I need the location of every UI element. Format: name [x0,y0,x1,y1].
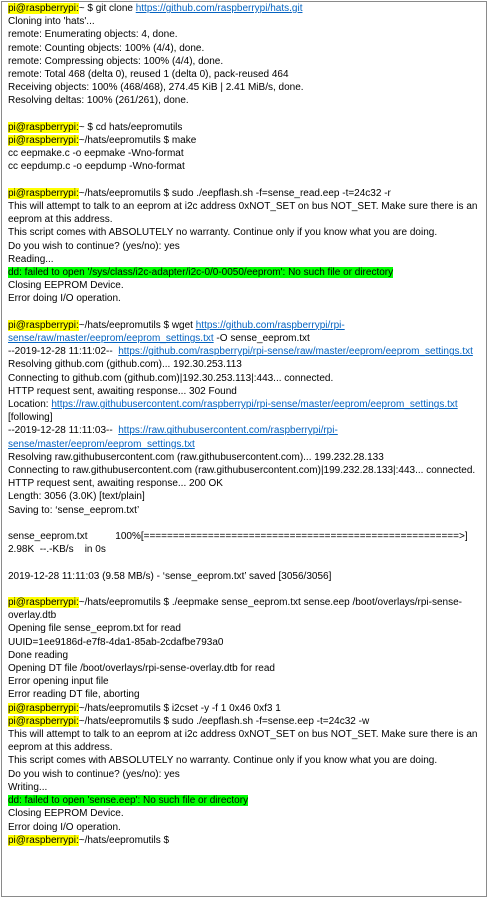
transcript-line [8,807,482,820]
transcript-line [8,728,482,754]
blank-line [8,517,482,530]
output-text: ~/hats/eepromutils $ sudo ./eepflash.sh -f=sense_read.eep -t=24c32 -r [78,187,391,199]
output-text: 2.98K --.-KB/s in 0s [8,544,106,556]
output-text: Saving to: ‘sense_eeprom.txt’ [8,504,140,516]
transcript-line [8,490,482,503]
output-text: remote: Enumerating objects: 4, done. [8,29,178,41]
transcript-line [8,68,482,81]
transcript-line [8,398,482,424]
transcript-line [8,134,482,147]
transcript-line [8,543,482,556]
shell-prompt: pi@raspberrypi: [8,319,79,331]
output-text: Error reading DT file, aborting [8,689,140,701]
transcript-line [8,649,482,662]
output-text: Opening file sense_eeprom.txt for read [8,623,181,635]
transcript-line [8,688,482,701]
transcript-line [8,319,482,345]
transcript-line [8,794,482,807]
output-text: remote: Total 468 (delta 0), reused 1 (delta 0), pack-reused 464 [8,69,289,81]
transcript-line [8,596,482,622]
output-text: This script comes with ABSOLUTELY no warranty. Continue only if you know what you are doing. [8,227,438,239]
output-text: This will attempt to talk to an eeprom at i2c address 0xNOT_SET on bus NOT_SET. Make sure there is an eeprom at this address. [8,729,481,754]
url-link[interactable]: https://github.com/raspberrypi/rpi-sense/raw/master/eeprom/eeprom_settings.txt [8,319,345,345]
transcript-line [8,530,482,543]
output-text: Resolving raw.githubusercontent.com (raw.githubusercontent.com)... 199.232.28.133 [8,451,384,463]
transcript-line [8,636,482,649]
transcript-line [8,358,482,371]
shell-prompt: pi@raspberrypi: [8,715,79,727]
blank-line [8,306,482,319]
output-text: ~/hats/eepromutils $ [78,834,170,846]
output-text: ~/hats/eepromutils $ sudo ./eepflash.sh -f=sense.eep -t=24c32 -w [78,715,370,727]
transcript-line [8,15,482,28]
transcript-line [8,464,482,477]
output-text: Closing EEPROM Device. [8,808,124,820]
transcript-line [8,372,482,385]
transcript-line [8,121,482,134]
transcript-line [8,345,482,358]
transcript-line [8,451,482,464]
output-text: ~/hats/eepromutils $ i2cset -y -f 1 0x46 0xf3 1 [78,702,281,714]
output-text: remote: Counting objects: 100% (4/4), done. [8,42,205,54]
output-text: Connecting to github.com (github.com)|192.30.253.113|:443... connected. [8,372,334,384]
transcript-line [8,385,482,398]
output-text: [following] [8,399,461,424]
transcript-line [8,81,482,94]
output-text: This will attempt to talk to an eeprom at i2c address 0xNOT_SET on bus NOT_SET. Make sure there is an eeprom at this address. [8,201,481,226]
transcript-line [8,821,482,834]
shell-prompt: pi@raspberrypi: [8,187,79,199]
output-text: Location: [8,399,52,411]
transcript-line [8,424,482,450]
output-text: --2019-12-28 11:11:02-- [8,346,119,358]
transcript-line [8,834,482,847]
error-message: dd: failed to open '/sys/class/i2c-adapter/i2c-0/0-0050/eeprom': No such file or directory [8,267,394,279]
output-text: Writing... [8,781,48,793]
transcript-line [8,504,482,517]
output-text: --2019-12-28 11:11:03-- [8,425,119,437]
transcript-line [8,570,482,583]
output-text: Done reading [8,649,69,661]
blank-line [8,108,482,121]
output-text: Connecting to raw.githubusercontent.com (raw.githubusercontent.com)|199.232.28.133|:443... connected. [8,465,476,477]
output-text: cc eepmake.c -o eepmake -Wno-format [8,148,184,160]
transcript-line [8,702,482,715]
transcript-line [8,768,482,781]
blank-line [8,583,482,596]
terminal-transcript [1,1,487,897]
output-text: Error doing I/O operation. [8,293,121,305]
output-text: Closing EEPROM Device. [8,280,124,292]
output-text: Resolving deltas: 100% (261/261), done. [8,95,189,107]
transcript-line [8,279,482,292]
output-text: Reading... [8,253,54,265]
shell-prompt: pi@raspberrypi: [8,121,79,133]
output-text: Resolving github.com (github.com)... 192.30.253.113 [8,359,242,371]
output-text: ~ $ cd hats/eepromutils [78,121,183,133]
transcript-line [8,675,482,688]
transcript-line [8,754,482,767]
transcript-line [8,477,482,490]
output-text: Opening DT file /boot/overlays/rpi-sense-overlay.dtb for read [8,663,275,675]
output-text: HTTP request sent, awaiting response... 302 Found [8,385,237,397]
output-text: remote: Compressing objects: 100% (4/4), done. [8,55,224,67]
output-text: UUID=1ee9186d-e7f8-4da1-85ab-2cdafbe793a0 [8,636,224,648]
transcript-line [8,200,482,226]
transcript-line [8,622,482,635]
transcript-line [8,266,482,279]
transcript-line [8,226,482,239]
output-text: ~/hats/eepromutils $ ./eepmake sense_eeprom.txt sense.eep /boot/overlays/rpi-sense-overlay.dtb [8,597,462,622]
transcript-line [8,187,482,200]
transcript-line [8,2,482,15]
output-text: Receiving objects: 100% (468/468), 274.45 KiB | 2.41 MiB/s, done. [8,82,304,94]
transcript-line [8,662,482,675]
transcript-line [8,781,482,794]
output-text: ~ $ git clone [78,3,136,14]
transcript-line [8,292,482,305]
transcript-line [8,94,482,107]
shell-prompt: pi@raspberrypi: [8,3,79,14]
url-link[interactable]: https://raw.githubusercontent.com/raspberrypi/rpi-sense/master/eeprom/eeprom_settings.txt [51,399,458,411]
output-text: Cloning into 'hats'... [8,16,95,28]
blank-line [8,174,482,187]
transcript-line [8,240,482,253]
transcript-line [8,28,482,41]
transcript-line [8,160,482,173]
transcript-line [8,715,482,728]
transcript-line [8,42,482,55]
transcript-line [8,253,482,266]
output-text: cc eepdump.c -o eepdump -Wno-format [8,161,185,173]
transcript-line [8,147,482,160]
shell-prompt: pi@raspberrypi: [8,135,79,147]
output-text: HTTP request sent, awaiting response... 200 OK [8,478,223,490]
output-text: -O sense_eeprom.txt [213,333,310,345]
output-text: Length: 3056 (3.0K) [text/plain] [8,491,145,503]
output-text: ~/hats/eepromutils $ make [78,135,197,147]
output-text: ~/hats/eepromutils $ wget [78,319,196,331]
shell-prompt: pi@raspberrypi: [8,834,79,846]
output-text: Error doing I/O operation. [8,821,121,833]
output-text: 2019-12-28 11:11:03 (9.58 MB/s) - ‘sense_eeprom.txt’ saved [3056/3056] [8,570,332,582]
url-link[interactable]: https://raw.githubusercontent.com/raspberrypi/rpi-sense/master/eeprom/eeprom_settings.txt [8,425,338,450]
output-text: This script comes with ABSOLUTELY no warranty. Continue only if you know what you are doing. [8,755,438,767]
output-text: sense_eeprom.txt 100%[======================================================>] [8,531,468,543]
url-link[interactable]: https://github.com/raspberrypi/hats.git [135,3,303,14]
shell-prompt: pi@raspberrypi: [8,702,79,714]
transcript-line [8,55,482,68]
url-link[interactable]: https://github.com/raspberrypi/rpi-sense/raw/master/eeprom/eeprom_settings.txt [118,346,473,358]
output-text: Do you wish to continue? (yes/no): yes [8,768,180,780]
shell-prompt: pi@raspberrypi: [8,597,79,609]
output-text: Error opening input file [8,676,109,688]
output-text: Do you wish to continue? (yes/no): yes [8,240,180,252]
blank-line [8,556,482,569]
error-message: dd: failed to open 'sense.eep': No such file or directory [8,795,249,807]
